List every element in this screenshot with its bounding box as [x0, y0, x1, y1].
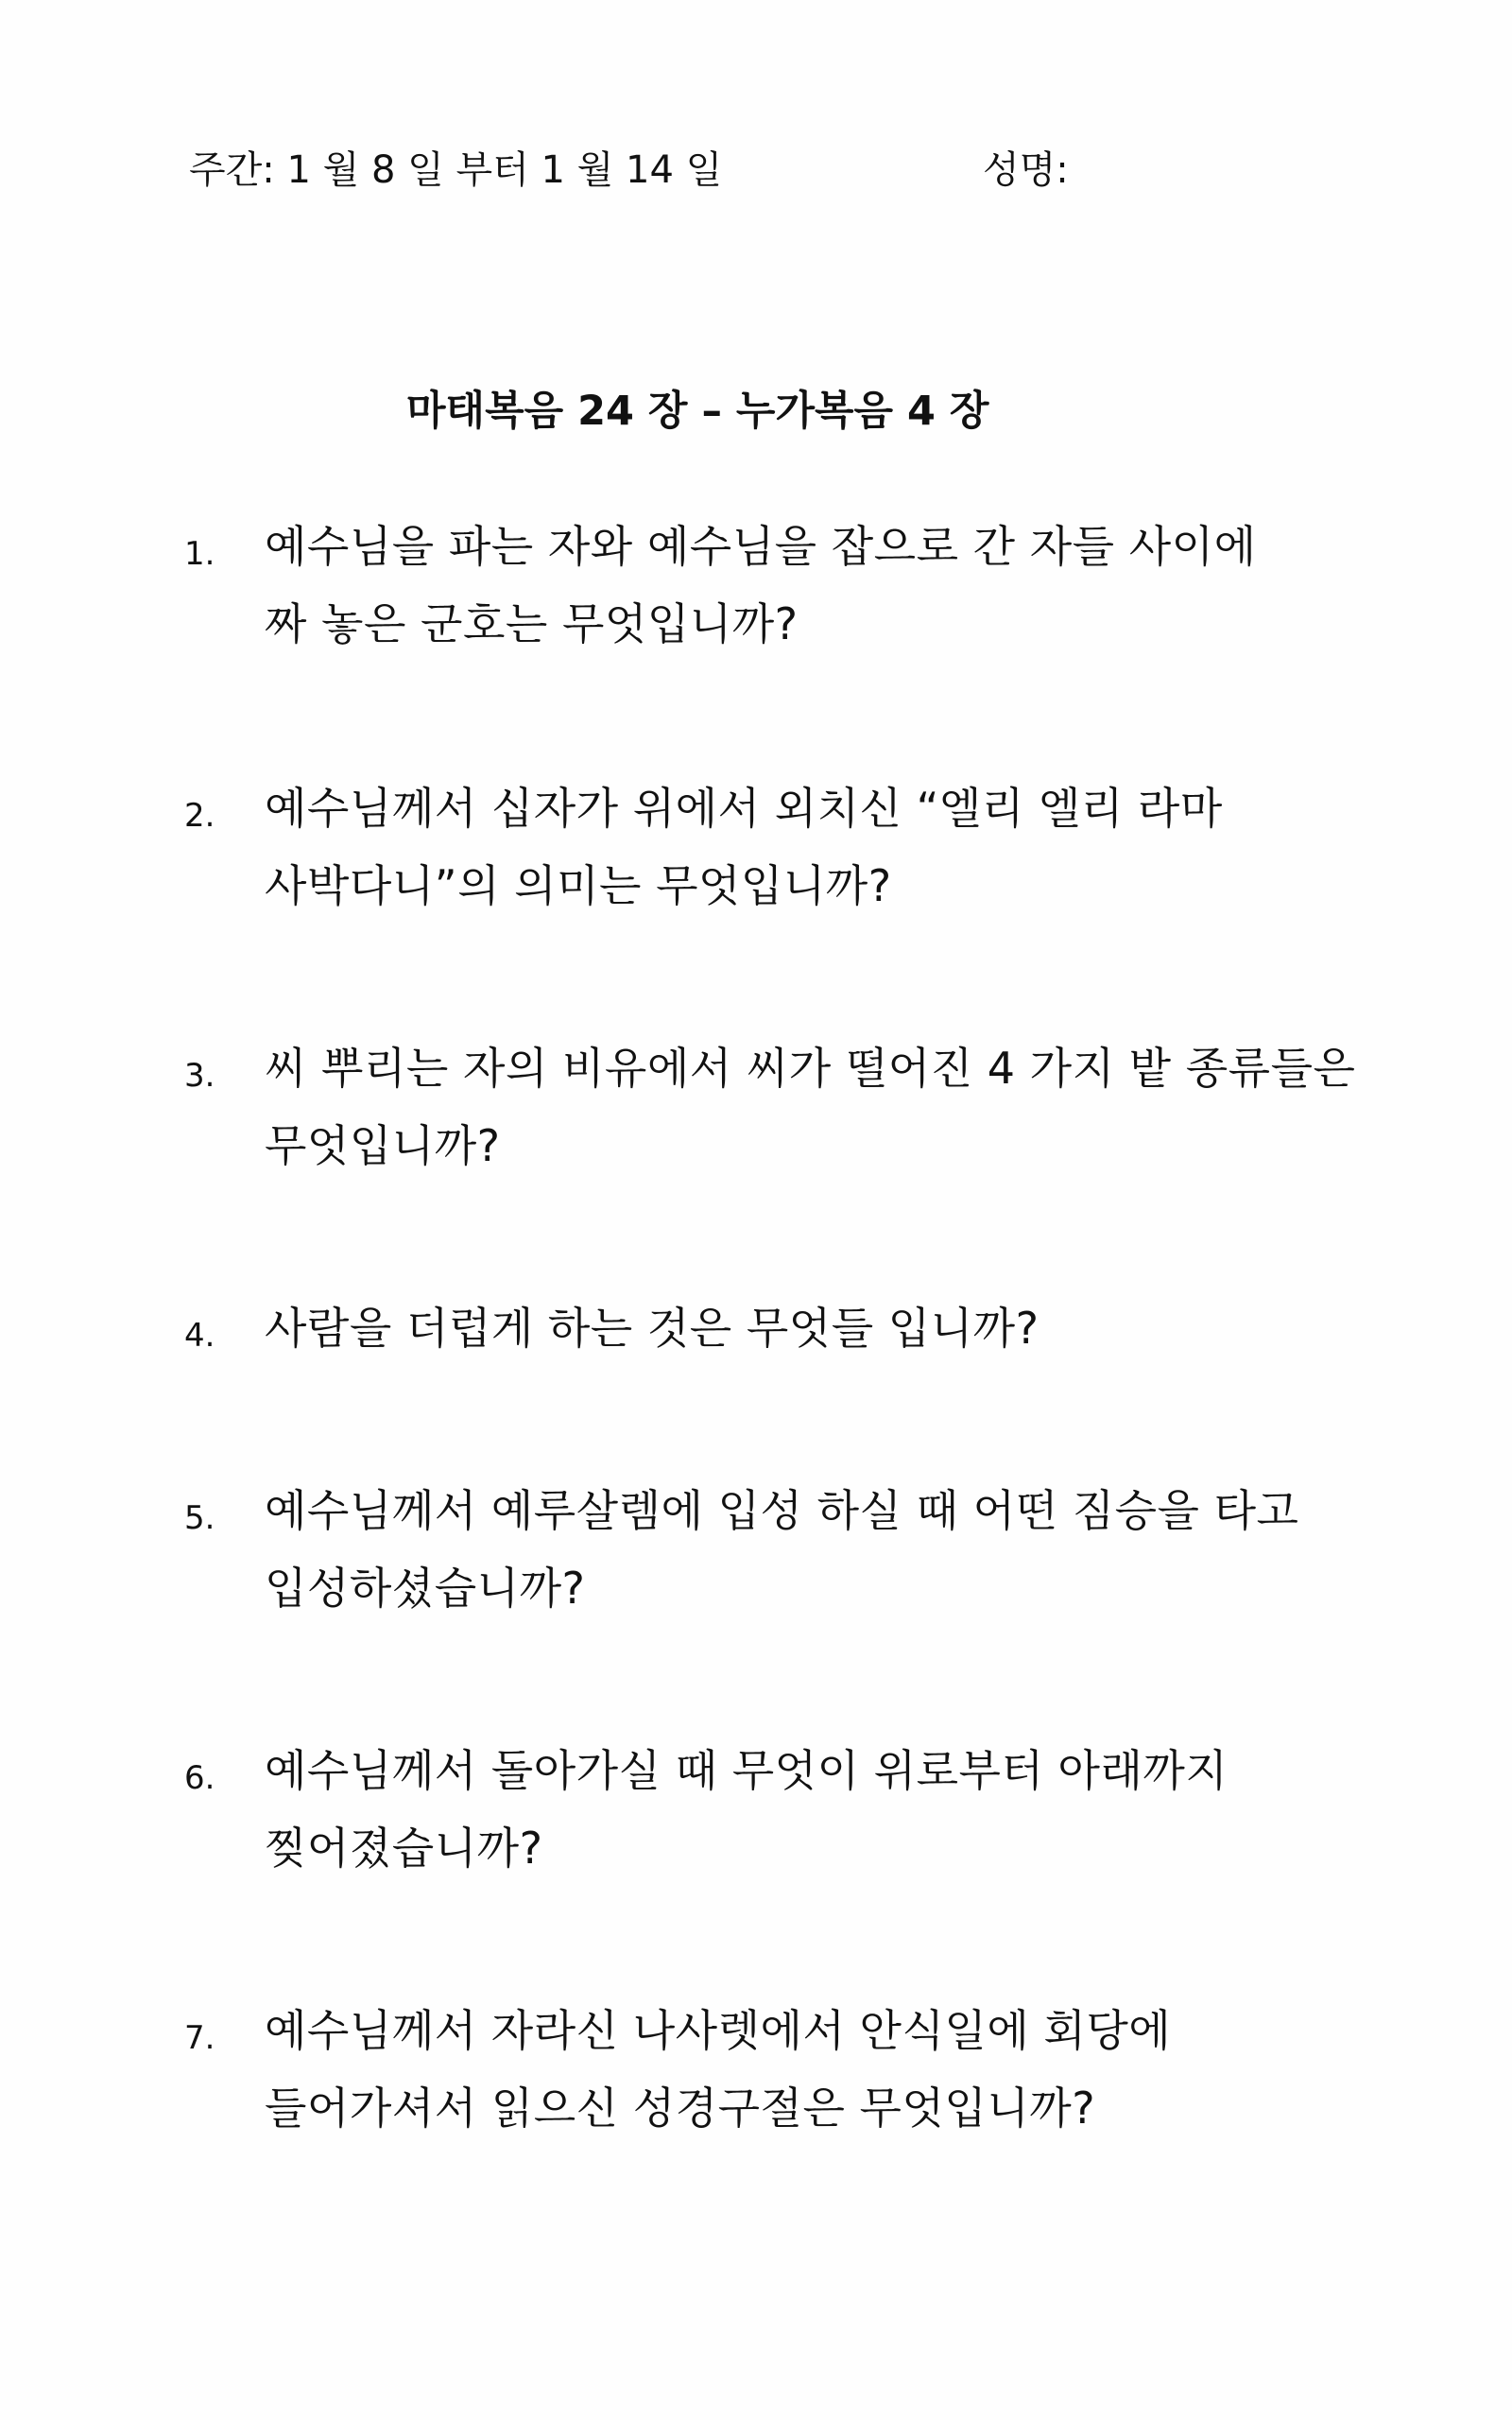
question-text-line-2: 들어가셔서 읽으신 성경구절은 무엇입니까? — [265, 2083, 1096, 2134]
question-number: 5. — [184, 1499, 215, 1537]
question-text-line-1: 사람을 더럽게 하는 것은 무엇들 입니까? — [265, 1303, 1040, 1354]
question-number: 4. — [184, 1317, 215, 1355]
question-number: 2. — [184, 797, 215, 835]
question-text-line-2: 사박다니”의 의미는 무엇입니까? — [265, 860, 892, 911]
question-text-line-2: 입성하셨습니까? — [265, 1563, 586, 1614]
question-number: 3. — [184, 1057, 215, 1095]
question-number: 7. — [184, 2019, 215, 2057]
question-text-line-2: 무엇입니까? — [265, 1120, 501, 1171]
question-text-line-1: 예수님께서 예루살렘에 입성 하실 때 어떤 짐승을 타고 — [265, 1485, 1299, 1536]
question-text-line-1: 예수님께서 자라신 나사렛에서 안식일에 회당에 — [265, 2005, 1172, 2056]
question-number: 1. — [184, 535, 215, 573]
question-text-line-2: 찢어졌습니까? — [265, 1823, 543, 1874]
question-text-line-1: 예수님을 파는 자와 예수님을 잡으로 간 자들 사이에 — [265, 521, 1257, 572]
question-text-line-1: 씨 뿌리는 자의 비유에서 씨가 떨어진 4 가지 밭 종류들은 — [265, 1043, 1356, 1094]
worksheet-title: 마태복음 24 장 – 누가복음 4 장 — [406, 388, 989, 435]
question-text-line-1: 예수님께서 십자가 위에서 외치신 “엘리 엘리 라마 — [265, 783, 1223, 834]
name-label: 성명: — [983, 148, 1069, 192]
question-text-line-1: 예수님께서 돌아가실 때 무엇이 위로부터 아래까지 — [265, 1745, 1228, 1796]
week-label: 주간: 1 월 8 일 부터 1 월 14 일 — [189, 148, 723, 192]
question-number: 6. — [184, 1759, 215, 1797]
question-text-line-2: 짜 놓은 군호는 무엇입니까? — [265, 598, 799, 649]
